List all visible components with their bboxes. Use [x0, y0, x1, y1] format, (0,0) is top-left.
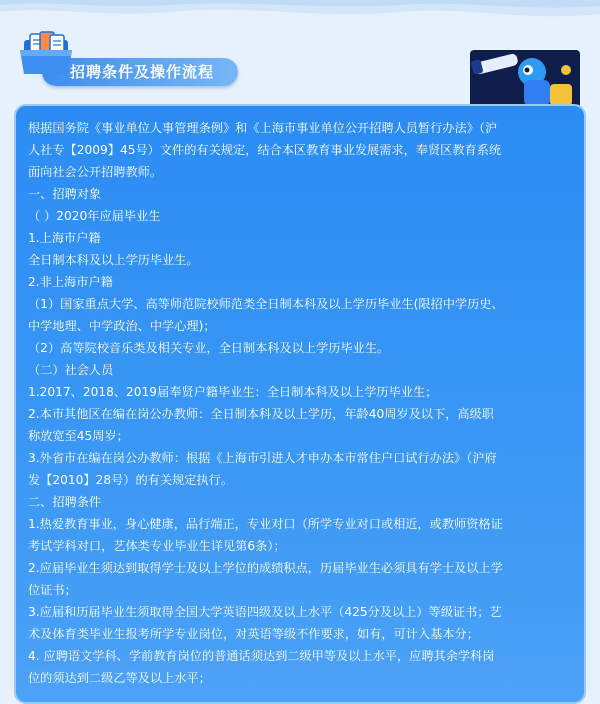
text-line: 1.上海市户籍	[28, 231, 101, 245]
text-line: 4. 应聘语文学科、学前教育岗位的普通话须达到二级甲等及以上水平，应聘其余学科岗	[28, 649, 495, 663]
recruitment-text	[28, 117, 573, 689]
text-line: 位的须达到二级乙等及以上水平；	[28, 671, 211, 685]
text-line: 2.应届毕业生须达到取得学士及以上学位的成绩积点，历届毕业生必须具有学士及以上学	[28, 561, 503, 575]
text-line: 术及体育类毕业生报考所学专业岗位，对英语等级不作要求，如有，可计入基本分；	[28, 627, 479, 641]
folder-documents-icon	[18, 30, 74, 76]
text-line: 全日制本科及以上学历毕业生。	[28, 253, 199, 267]
text-line: 考试学科对口，艺体类专业毕业生详见第6条）；	[28, 539, 286, 553]
text-line: 2.非上海市户籍	[28, 275, 113, 289]
text-line: 1.热爱教育事业，身心健康，品行端正，专业对口（所学专业对口或相近，或教师资格证	[28, 517, 503, 531]
text-line: 3.外省市在编在岗公办教师：根据《上海市引进人才申办本市常住户口试行办法》（沪府	[28, 451, 497, 465]
text-line: 人社专【2009】45号）文件的有关规定，结合本区教育事业发展需求，奉贤区教育系统	[28, 143, 502, 157]
section-heading: 一、招聘对象	[28, 187, 102, 201]
text-line: 1.2017、2018、2019届奉贤户籍毕业生：全日制本科及以上学历毕业生；	[28, 385, 438, 399]
section-heading: 二、招聘条件	[28, 495, 102, 509]
subsection-heading: （ ）2020年应届毕业生	[28, 209, 161, 223]
subsection-heading: （二）社会人员	[28, 363, 114, 377]
text-line: （1）国家重点大学、高等师范院校师范类全日制本科及以上学历毕业生(限招中学历史、	[28, 297, 504, 311]
text-line: 根据国务院《事业单位人事管理条例》和《上海市事业单位公开招聘人员暂行办法》（沪	[28, 121, 498, 135]
text-line: 发【2010】28号）的有关规定执行。	[28, 473, 233, 487]
page-title: 招聘条件及操作流程	[70, 63, 215, 81]
text-line: 位证书；	[28, 583, 77, 597]
mascot-telescope-illustration	[470, 50, 580, 108]
text-line: 称放宽至45周岁；	[28, 429, 129, 443]
text-line: 面向社会公开招聘教师。	[28, 165, 163, 179]
text-line: 中学地理、中学政治、中学心理)；	[28, 319, 216, 333]
text-line: （2）高等院校音乐类及相关专业，全日制本科及以上学历毕业生。	[28, 341, 390, 355]
text-line: 3.应届和历届毕业生须取得全国大学英语四级及以上水平（425分及以上）等级证书；艺	[28, 605, 502, 619]
text-line: 2.本市其他区在编在岗公办教师：全日制本科及以上学历，年龄40周岁及以下，高级职	[28, 407, 494, 421]
